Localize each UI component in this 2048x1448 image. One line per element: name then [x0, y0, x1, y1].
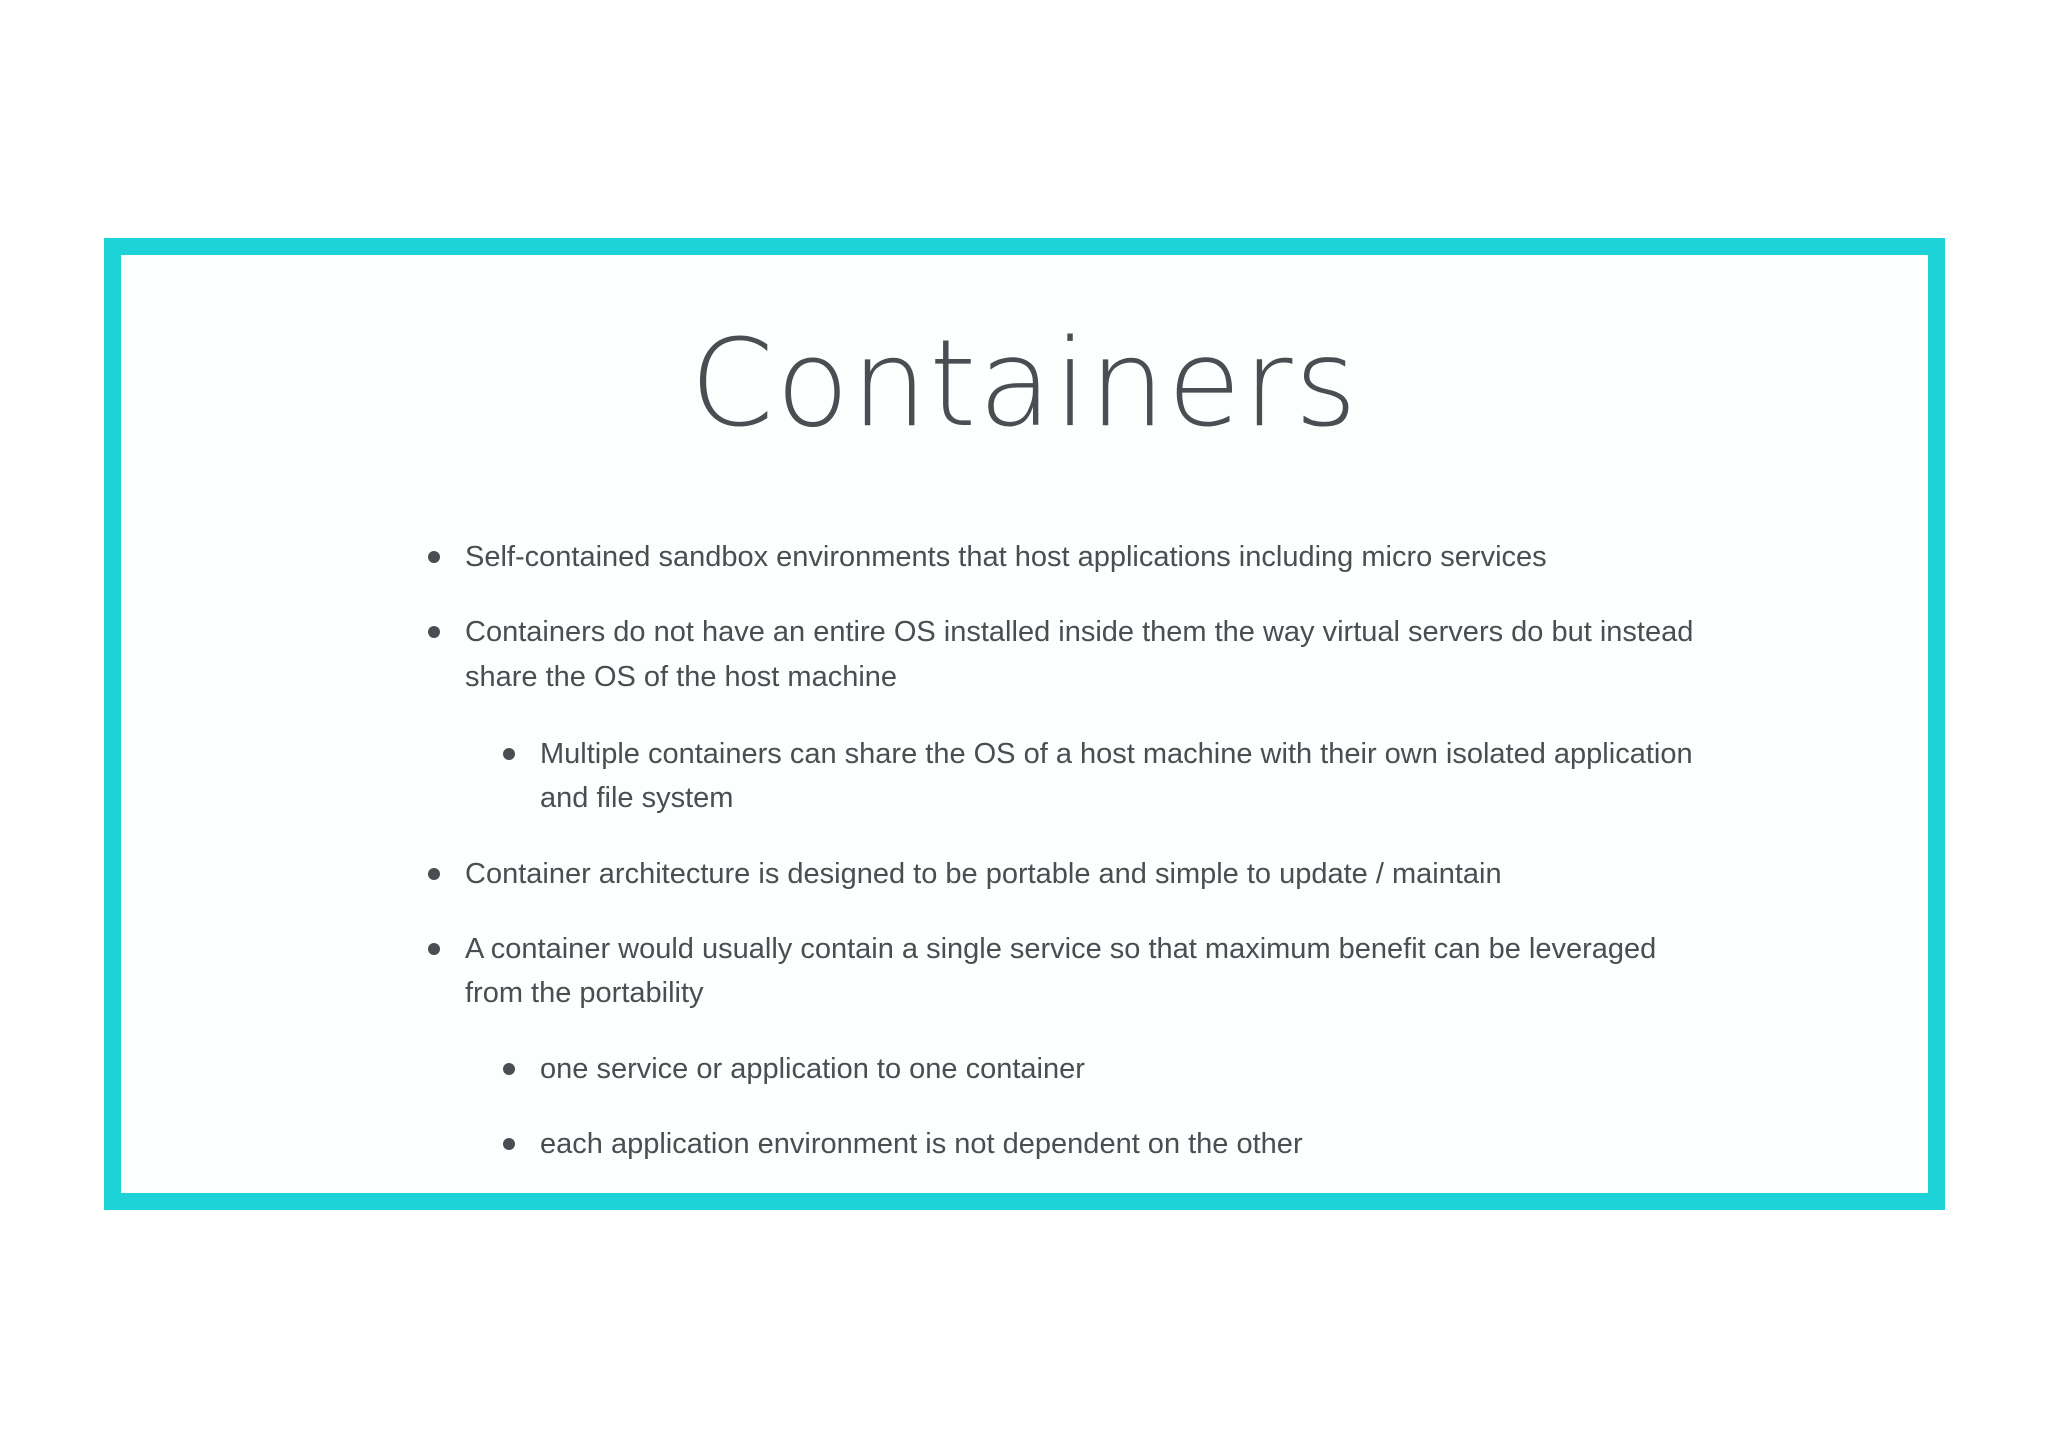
bullet-text: Container architecture is designed to be portable and simple to update / maintain — [465, 858, 1502, 890]
bullet-text: Self-contained sandbox environments that host applications including micro services — [465, 541, 1547, 573]
bullet-dot-icon — [503, 1138, 515, 1150]
slide-title: Containers — [690, 315, 1359, 454]
bullet-item — [465, 535, 1705, 580]
bullet-item — [465, 927, 1705, 1015]
bullet-dot-icon — [428, 943, 440, 955]
bullet-dot-icon — [428, 551, 440, 563]
bullet-item — [465, 852, 1705, 897]
sub-bullet-item — [540, 1047, 1710, 1092]
bullet-item — [465, 610, 1705, 700]
slide-frame — [104, 238, 1945, 1210]
bullet-text: A container would usually contain a single service so that maximum benefit can be leveraged from the portability — [465, 933, 1657, 1009]
sub-bullet-item — [540, 732, 1710, 820]
bullet-text: one service or application to one container — [540, 1053, 1085, 1085]
bullet-text: Multiple containers can share the OS of a host machine with their own isolated application and file system — [540, 738, 1693, 814]
bullet-text: each application environment is not dependent on the other — [540, 1128, 1303, 1160]
sub-bullet-item — [540, 1122, 1710, 1167]
bullet-dot-icon — [428, 868, 440, 880]
bullet-dot-icon — [503, 1063, 515, 1075]
bullet-text: Containers do not have an entire OS installed inside them the way virtual servers do but instead share the OS of the host machine — [465, 616, 1694, 693]
bullet-dot-icon — [428, 626, 440, 638]
bullet-dot-icon — [503, 748, 515, 760]
bullet-list — [121, 255, 1928, 1193]
